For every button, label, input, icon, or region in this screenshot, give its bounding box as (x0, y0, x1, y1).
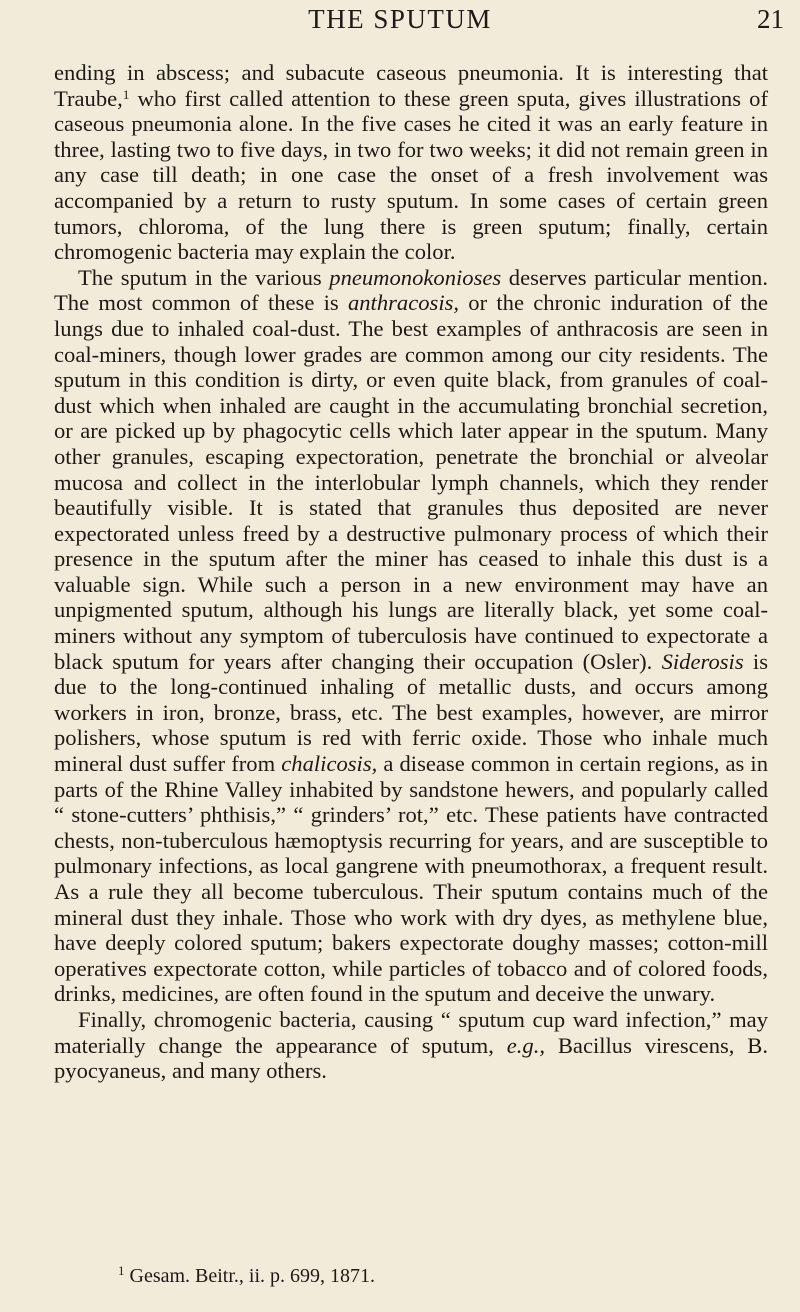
footnote-marker: 1 (118, 1263, 125, 1278)
paragraph (54, 60, 768, 265)
text-run: ending in abscess; and subacute caseous pneumonia. It is interesting that Traube, (54, 60, 768, 111)
running-head (0, 4, 800, 44)
text-run: is due to the long-continued inhaling of metallic dusts, and occurs among workers in iron, bronze, brass, etc. The best examples, however, are mirror polishers, whose sputum is red with ferric oxide. Those who inhale much mineral dust suffer from (54, 648, 768, 777)
text-run: a disease common in certain regions, as in parts of the Rhine Valley inhabited by sandstone hewers, and popularly called “ stone-cutters’ phthisis,” “ grinders’ rot,” etc. These patients have contracted chests, non-tuberculous hæmoptysis recurring for years, and are susceptible to pulmonary infections, as local gangrene with pneumothorax, a frequent result. As a rule they all become tuberculous. Their sputum contains much of the mineral dust they inhale. Those who work with dry dyes, as methylene blue, have deeply colored sputum; bakers expectorate doughy masses; cotton-mill operatives expectorate cotton, while particles of tobacco and of colored foods, drinks, medicines, are often found in the sputum and deceive the unwary. (54, 751, 768, 1007)
footnote-text: Gesam. Beitr., ii. p. 699, 1871. (129, 1265, 376, 1287)
italic-term: e.g., (506, 1032, 546, 1058)
text-run: deserves particular mention. The most common of these is (54, 264, 768, 316)
text-run: or the chronic induration of the lungs due to inhaled coal-dust. The best examples of anthracosis are seen in coal-miners, though lower grades are common among our city residents. The sputum in this condition is dirty, or even quite black, from granules of coal-dust which when inhaled are caught in the accumulating bronchial secretion, or are picked up by phagocytic cells which later appear in the sputum. Many other granules, escaping expectoration, penetrate the bronchial or alveolar mucosa and collect in the interlobular lymph channels, which they render beautifully visible. It is stated that granules thus deposited are never expectorated unless freed by a destructive pulmonary process of which their presence in the sputum after the miner has ceased to inhale this dust is a valuable sign. While such a person in a new environment may have an unpigmented sputum, although his lungs are literally black, yet some coal-miners without any symptom of tuberculosis have continued to expectorate a black sputum for years after changing their occupation (Osler). (54, 290, 769, 674)
italic-term: pneumonokonioses (329, 264, 502, 290)
text-run: who first called attention to these green sputa, gives illustrations of caseous pneumonia alone. In the five cases he cited it was an early feature in three, lasting two to five days, in two for two weeks; it did not remain green in any case till death; in one case the onset of a fresh involvement was accompanied by a return to rusty sputum. In some cases of certain green tumors, chloroma, of the lung there is green sputum; finally, certain chromogenic bacteria may explain the color. (54, 85, 768, 265)
body-text (54, 60, 768, 1084)
page-number: 21 (757, 4, 784, 34)
italic-term: Siderosis (661, 648, 744, 674)
paragraph (54, 1007, 768, 1084)
text-run: The sputum in the various (78, 264, 330, 290)
text-run: Finally, chromogenic bacteria, causing “ sputum cup ward infection,” may materially change the appearance of sputum, (54, 1006, 768, 1058)
italic-term: anthracosis, (347, 290, 460, 316)
footnote-ref: 1 (122, 86, 130, 102)
footnote (118, 1264, 758, 1288)
text-run: Bacillus virescens, B. pyocyaneus, and many others. (54, 1032, 768, 1084)
italic-term: chalicosis, (281, 751, 378, 777)
paragraph (54, 265, 768, 1007)
running-title: THE SPUTUM (308, 4, 492, 34)
